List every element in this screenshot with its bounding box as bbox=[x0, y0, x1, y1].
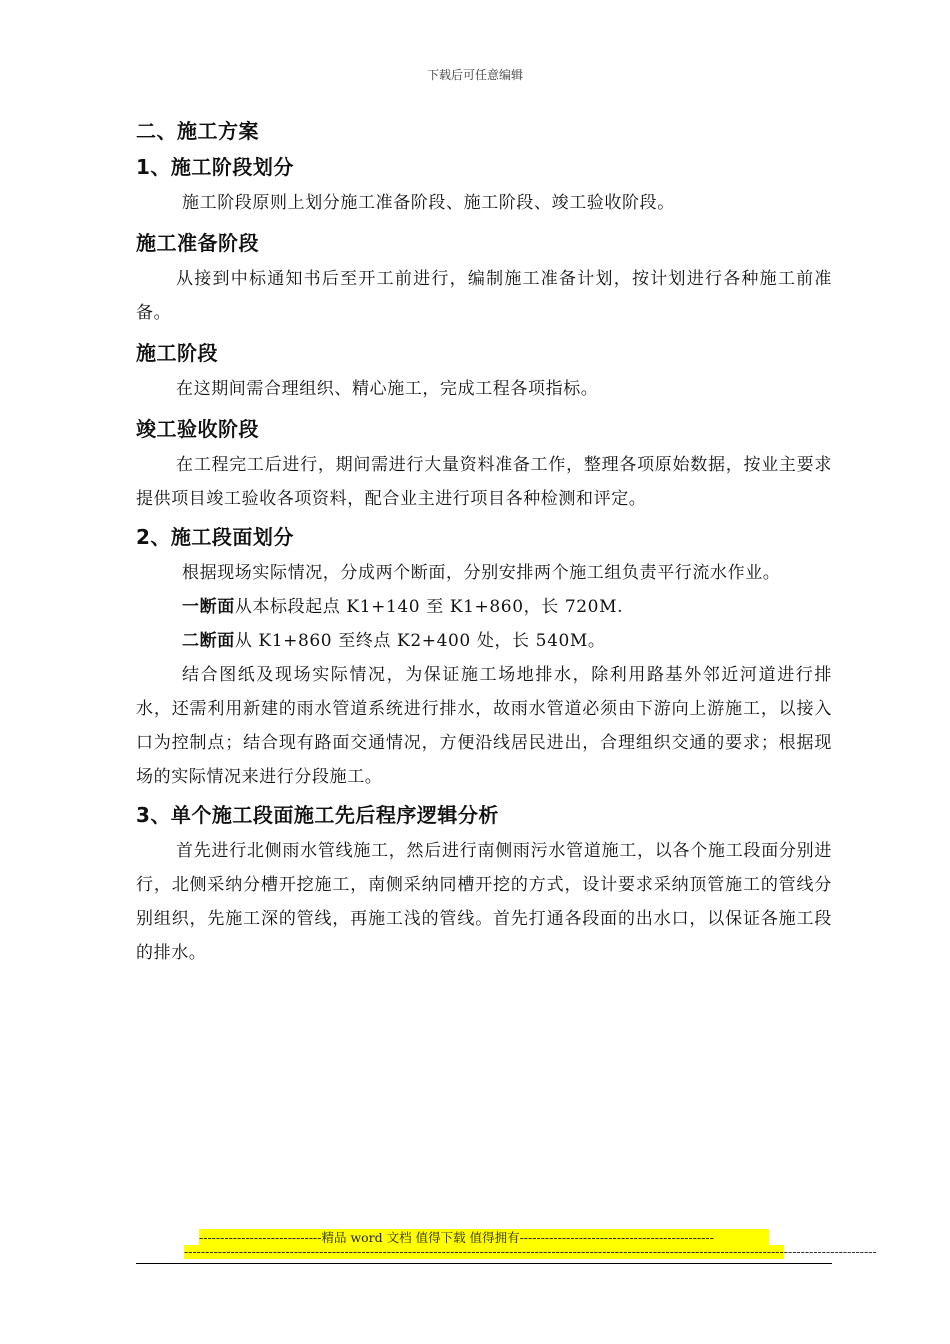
heading-section-division: 2、施工段面划分 bbox=[136, 525, 294, 549]
paragraph-section-one bbox=[136, 590, 832, 624]
paragraph-construction: 在这期间需合理组织、精心施工，完成工程各项指标。 bbox=[176, 379, 599, 399]
paragraph-stage-intro: 施工阶段原则上划分施工准备阶段、施工阶段、竣工验收阶段。 bbox=[182, 193, 675, 213]
section-two-label: 二断面 bbox=[182, 631, 235, 651]
heading-preparation-stage: 施工准备阶段 bbox=[136, 231, 259, 255]
section-two-text: 从 K1+860 至终点 K2+400 处，长 540M。 bbox=[234, 631, 606, 651]
page-header: 下载后可任意编辑 bbox=[426, 68, 523, 82]
document-body bbox=[136, 112, 832, 970]
heading-construction-stage: 施工阶段 bbox=[136, 341, 218, 365]
heading-sequence-analysis: 3、单个施工段面施工先后程序逻辑分析 bbox=[136, 803, 499, 827]
footer-banner: -----------------------------精品 word 文档 值得下载 值得拥有---------------------------------------------- bbox=[199, 1229, 769, 1246]
paragraph-acceptance: 在工程完工后进行，期间需进行大量资料准备工作，整理各项原始数据，按业主要求提供项目竣工验收各项资料，配合业主进行项目各种检测和评定。 bbox=[136, 455, 832, 509]
paragraph-section-two bbox=[136, 624, 832, 658]
heading-acceptance-stage: 竣工验收阶段 bbox=[136, 417, 259, 441]
paragraph-preparation: 从接到中标通知书后至开工前进行，编制施工准备计划，按计划进行各种施工前准备。 bbox=[136, 269, 832, 323]
paragraph-sequence: 首先进行北侧雨水管线施工，然后进行南侧雨污水管道施工，以各个施工段面分别进行，北侧采纳分槽开挖施工，南侧采纳同槽开挖的方式，设计要求采纳顶管施工的管线分别组织，先施工深的管线，再施工浅的管线。首先打通各段面的出水口，以保证各施工段的排水。 bbox=[136, 841, 832, 963]
footer-dashes: -------------------------------------------------------------------------------------------------------------------------------------------------------------------- bbox=[184, 1244, 877, 1259]
footer-divider bbox=[136, 1263, 832, 1264]
section-title: 二、施工方案 bbox=[136, 119, 259, 143]
paragraph-section-intro: 根据现场实际情况，分成两个断面，分别安排两个施工组负责平行流水作业。 bbox=[182, 563, 781, 583]
section-one-text: 从本标段起点 K1+140 至 K1+860，长 720M. bbox=[234, 597, 624, 617]
section-one-label: 一断面 bbox=[182, 597, 235, 617]
paragraph-section-detail: 结合图纸及现场实际情况，为保证施工场地排水，除利用路基外邻近河道进行排水，还需利用新建的雨水管道系统进行排水，故雨水管道必须由下游向上游施工，以接入口为控制点；结合现有路面交通情况，方便沿线居民进出，合理组织交通的要求；根据现场的实际情况来进行分段施工。 bbox=[136, 665, 832, 787]
heading-stage-division: 1、施工阶段划分 bbox=[136, 155, 294, 179]
